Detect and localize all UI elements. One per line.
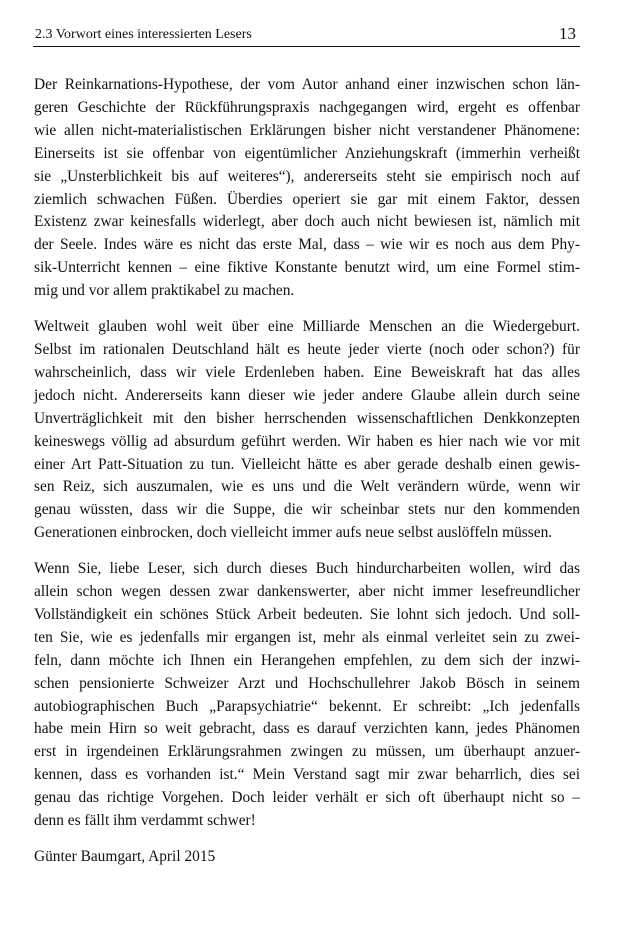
text-line: kennen, dass es vorhanden ist.“ Mein Verstand sagt mir zwar beharrlich, dies sei	[34, 766, 580, 784]
text-line: Unverträglichkeit mit den bisher herrschenden wissenschaftlichen Denkkonzepten	[34, 409, 580, 427]
text-line: Generationen einbrocken, doch vielleicht immer aufs neue selbst auslöffeln müssen.	[34, 524, 553, 542]
text-line: sie „Unsterblichkeit bis auf weiteres“), andererseits steht sie empirisch noch auf	[34, 167, 580, 185]
text-line: ziemlich schwachen Füßen. Überdies operiert sie gar mit einem Faktor, dessen	[34, 190, 580, 208]
text-line: Wenn Sie, liebe Leser, sich durch dieses Buch hindurcharbeiten wollen, wird das	[34, 560, 580, 578]
text-line: sik-Unterricht kennen – eine fiktive Konstante benutzt wird, um eine Formel stim-	[34, 259, 580, 277]
text-line: mig und vor allem praktikabel zu machen.	[34, 282, 295, 300]
running-header	[33, 26, 580, 47]
text-line: jedoch nicht. Andererseits kann dieser wie jeder andere Glaube allein durch seine	[34, 386, 580, 404]
text-line: genau wüssten, dass wir die Suppe, die wir scheinbar stets nur den kommenden	[34, 501, 580, 519]
text-line: allein schon wegen dessen zwar dankenswerter, aber nicht immer lesefreundlicher	[34, 583, 580, 601]
text-line: wie allen nicht-materialistischen Erklärungen bisher nicht verstandener Phänomene:	[34, 121, 580, 139]
paragraph	[34, 558, 580, 833]
section-title: 2.3 Vorwort eines interessierten Lesers	[35, 27, 252, 42]
text-line: keineswegs völlig ad absurdum geführt werden. Wir haben es hier nach wie vor mit	[34, 432, 580, 450]
text-line: der Seele. Indes wäre es nicht das erste Mal, dass – wie wir es noch aus dem Phy-	[34, 236, 580, 254]
text-line: Vollständigkeit ein schönes Stück Arbeit bedeuten. Sie lohnt sich jedoch. Und soll-	[34, 605, 580, 623]
body-text	[34, 74, 580, 869]
text-line: Selbst im rationalen Deutschland hält es heute jeder vierte (noch oder schon?) für	[34, 340, 580, 358]
text-line: Einerseits ist sie offenbar von eigentümlicher Anziehungskraft (immerhin verheißt	[34, 144, 580, 162]
text-line: feln, dann möchte ich Ihnen ein Herangehen empfehlen, zu dem sich der inzwi-	[34, 651, 580, 669]
text-line: genau das richtige Vorgehen. Doch leider verhält er sich oft überhaupt nicht so –	[34, 789, 580, 807]
text-line: schen pensionierte Schweizer Arzt und Hochschullehrer Jakob Bösch in seinem	[34, 674, 580, 692]
text-line: wahrscheinlich, dass wir viele Erdenleben haben. Eine Beweiskraft hat das alles	[34, 363, 580, 381]
text-line: habe mein Hirn so weit gebracht, dass es darauf verzichten kann, jedes Phänomen	[34, 720, 580, 738]
text-line: autobiographischen Buch „Parapsychiatrie“ bekennt. Er schreibt: „Ich jedenfalls	[34, 697, 580, 715]
paragraph	[34, 316, 580, 545]
text-line: denn es fällt ihm verdammt schwer!	[34, 812, 256, 830]
text-line: Weltweit glauben wohl weit über eine Milliarde Menschen an die Wiedergeburt.	[34, 318, 580, 336]
text-line: Der Reinkarnations-Hypothese, der vom Autor anhand einer inzwischen schon län-	[34, 76, 580, 93]
text-line: sen Reiz, sich auszumalen, wie es uns und die Welt verändern würde, wenn wir	[34, 478, 580, 496]
text-line: Existenz zwar keinesfalls widerlegt, aber doch auch nicht bewiesen ist, nämlich mit	[34, 213, 580, 231]
paragraph	[34, 74, 580, 303]
signature: Günter Baumgart, April 2015	[34, 848, 216, 865]
text-line: ten Sie, wie es jedenfalls mir ergangen ist, mehr als einmal verleitet sein zu zwei-	[34, 628, 580, 646]
text-line: erst in irgendeinen Erklärungsrahmen zwingen zu müssen, um überhaupt anzuer-	[34, 743, 580, 761]
text-line: einer Art Patt-Situation zu tun. Vielleicht hätte es aber gerade deshalb einen gewis-	[34, 455, 580, 473]
text-line: geren Geschichte der Rückführungspraxis nachgegangen wird, ergeht es offenbar	[34, 98, 580, 116]
page-number: 13	[559, 24, 576, 43]
